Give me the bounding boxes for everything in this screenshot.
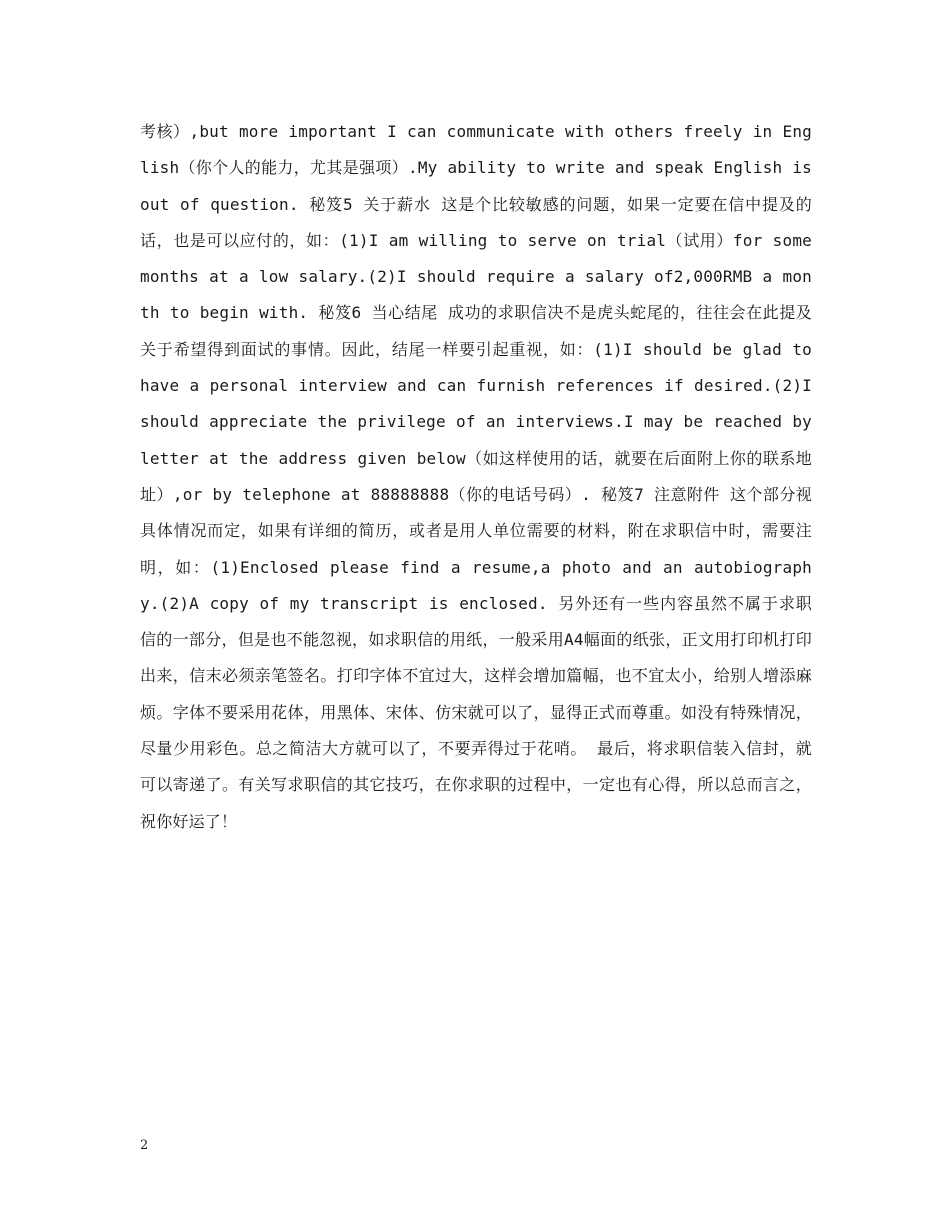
body-paragraph: 考核）,but more important I can communicate with others freely in English（你个人的能力，尤其是强项）.My ability to write and speak English is out of question. 秘笈5 关于薪水 这是个比较敏感的问题，如果一定要在信中提及的话，也是可以应付的，如：(1)I am willing to serve on trial（试用）for some months at a low salary.(2)I should require a salary of2,000RMB a month to begin with. 秘笈6 当心结尾 成功的求职信决不是虎头蛇尾的，往往会在此提及关于希望得到面试的事情。因此，结尾一样要引起重视，如：(1)I should be glad to have a personal interview and can furnish references if desired.(2)I should appreciate the privilege of an interviews.I may be reached by letter at the address given below（如这样使用的话，就要在后面附上你的联系地址）,or by telephone at 88888888（你的电话号码）. 秘笈7 注意附件 这个部分视具体情况而定，如果有详细的简历，或者是用人单位需要的材料，附在求职信中时，需要注明，如：(1)Enclosed please find a resume,a photo and an autobiography.(2)A copy of my transcript is enclosed. 另外还有一些内容虽然不属于求职信的一部分，但是也不能忽视，如求职信的用纸，一般采用A4幅面的纸张，正文用打印机打印出来，信末必须亲笔签名。打印字体不宜过大，这样会增加篇幅，也不宜太小，给别人增添麻烦。字体不要采用花体，用黑体、宋体、仿宋就可以了，显得正式而尊重。如没有特殊情况，尽量少用彩色。总之简洁大方就可以了，不要弄得过于花哨。 最后，将求职信装入信封，就可以寄递了。有关写求职信的其它技巧，在你求职的过程中，一定也有心得，所以总而言之，祝你好运了！ [140,122,812,831]
page-number: 2 [140,1138,149,1153]
